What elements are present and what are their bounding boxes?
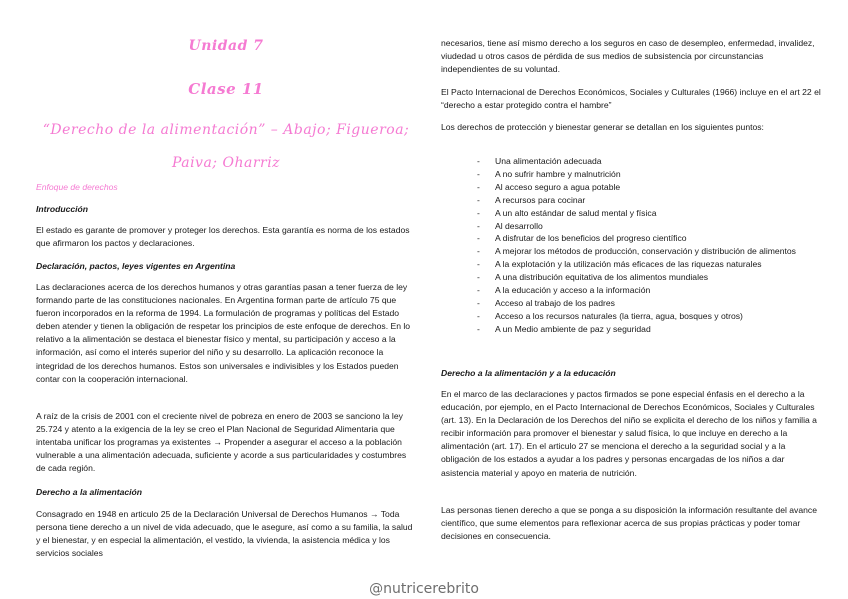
- crisis-paragraph: A raíz de la crisis de 2001 con el creciente nivel de pobreza en enero de 2003 se sanciono la ley 25.724 y atento a la exigencia de la ley se creo el Plan Nacional de Seguridad Alimentaria que intentaba unificar los programas ya existentes → Propender a asegurar el acceso a la población vulnerable a una alimentación adecuada, suficiente y acorde a sus particularidades y costumbres de cada región.: [36, 411, 407, 474]
- pact-paragraph: El Pacto Internacional de Derechos Económicos, Sociales y Culturales (1966) incluye en el art 22 el “derecho a estar protegido contra el hambre”: [441, 87, 821, 111]
- continued-paragraph: necesarios, tiene así mismo derecho a los seguros en caso de desempleo, enfermedad, invalidez, viudedad u otros casos de pérdida de sus medios de subsistencia por circunstancias independientes de su voluntad.: [441, 38, 815, 75]
- declaration-heading: Declaración, pactos, leyes vigentes en Argentina: [36, 261, 236, 271]
- list-item: - A una distribución equitativa de los alimentos mundiales: [477, 272, 709, 283]
- education-paragraph: En el marco de las declaraciones y pactos firmados se pone especial énfasis en el derecho a la educación, por ejemplo, en el Pacto Internacional de Derechos Económicos, Sociales y Culturales (art. 13). En la Declaración de los Derechos del niño se explicita el derecho de los niños y familia a recibir información para promover el bienestar y salud física, lo que incluye en derecho a la alimentación (art. 17). En el articulo 27 se menciona el derecho a la seguridad social y a la obligación de los estados a ayudar a los padres y personas encargadas de los niños a dar asistencia material y apoyo en materia de nutrición.: [441, 389, 817, 478]
- list-item: - A un Medio ambiente de paz y seguridad: [477, 323, 651, 334]
- list-intro: Los derechos de protección y bienestar generar se detallan en los siguientes puntos:: [441, 122, 764, 132]
- list-item: - Al acceso seguro a agua potable: [477, 181, 621, 192]
- list-item: - A recursos para cocinar: [477, 194, 586, 205]
- unit-title: Unidad 7: [188, 38, 264, 54]
- education-heading: Derecho a la alimentación y a la educación: [441, 368, 616, 378]
- class-title: Clase 11: [188, 80, 264, 98]
- food-right-heading: Derecho a la alimentación: [36, 487, 143, 497]
- list-item: - A la explotación y la utilización más eficaces de las riquezas naturales: [477, 259, 762, 270]
- list-item: - Acceso a los recursos naturales (la tierra, agua, bosques y otros): [477, 310, 743, 321]
- list-item: - Al desarrollo: [477, 220, 543, 231]
- list-item: - A la educación y acceso a la información: [477, 285, 651, 296]
- closing-paragraph: Las personas tienen derecho a que se ponga a su disposición la información resultante del avance científico, que sume elementos para reflexionar acerca de sus propias prácticas y poder tomar decisiones en consecuencia.: [441, 505, 817, 542]
- food-right-paragraph: Consagrado en 1948 en articulo 25 de la Declaración Universal de Derechos Humanos → Toda persona tiene derecho a un nivel de vida adecuado, que le asegure, así como a su familia, la salud y el bienestar, y en especial la alimentación, el vestido, la vivienda, la asistencia médica y los servicios sociales: [36, 509, 413, 559]
- intro-heading: Introducción: [36, 204, 89, 214]
- section-label: Enfoque de derechos: [36, 182, 118, 192]
- list-item: - Una alimentación adecuada: [477, 156, 602, 166]
- intro-paragraph: El estado es garante de promover y proteger los derechos. Esta garantía es norma de los estados que afirmaron los pactos y declaraciones.: [36, 225, 410, 249]
- rights-list: [441, 155, 821, 336]
- list-item: - Acceso al trabajo de los padres: [477, 297, 615, 308]
- watermark-handle: @nutricerebrito: [369, 581, 479, 597]
- list-item: - A un alto estándar de salud mental y física: [477, 207, 657, 218]
- list-item: - A no sufrir hambre y malnutrición: [477, 168, 621, 179]
- list-item: - A mejorar los métodos de producción, conservación y distribución de alimentos: [477, 246, 796, 257]
- document-title: “Derecho de la alimentación” – Abajo; Figueroa; Paiva; Oharriz: [42, 122, 410, 171]
- list-item: - A disfrutar de los beneficios del progreso científico: [477, 233, 687, 244]
- declaration-paragraph: Las declaraciones acerca de los derechos humanos y otras garantías pasan a tener fuerza de ley formando parte de las constituciones nacionales. En Argentina forman parte de artículo 75 que fueron incorporados en la reforma de 1994. La formulación de programas y políticas del Estado deben atender y tienen la obligación de respetar los principios de este enfoque de derechos. En lo relativo a la alimentación se destaca el bienestar físico y mental, su participación y acceso a la información, así como el interés superior del niño y su desarrollo. La aplicación reconoce la integridad de los derechos humanos. Estos son universales e indivisibles y los Estados pueden contar con la cooperación internacional.: [36, 282, 411, 384]
